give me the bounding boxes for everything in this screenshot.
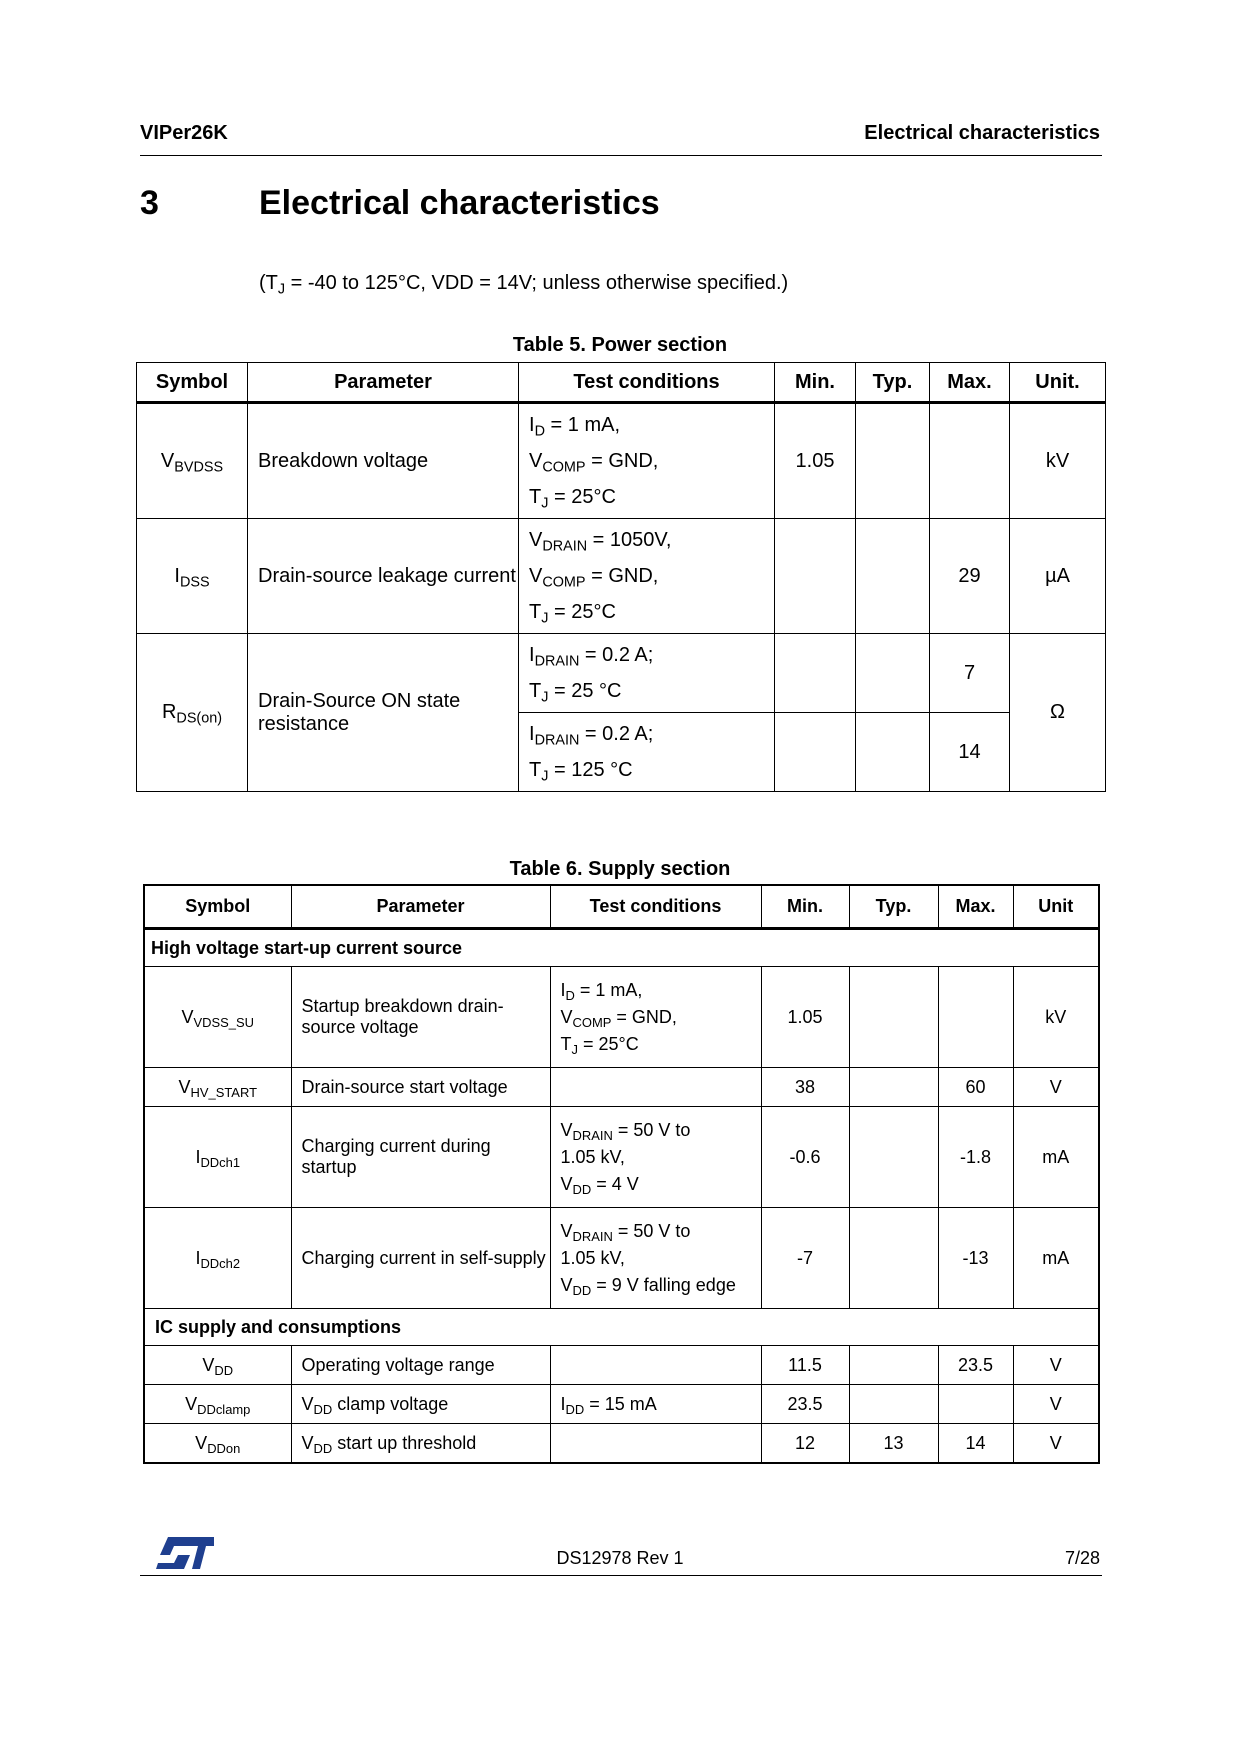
symbol-cell: $V_{DDon}$: [144, 1424, 291, 1464]
min-cell: 1.05: [775, 403, 856, 519]
section-title: Electrical characteristics: [259, 184, 660, 222]
symbol-cell: $V_{BVDSS}$: [137, 403, 248, 519]
min-cell: [775, 519, 856, 634]
max-cell: 60: [938, 1068, 1013, 1107]
parameter-cell: $V_{DD}$ start up threshold: [291, 1424, 550, 1464]
table-row: [144, 1346, 1099, 1385]
table-row: [144, 1068, 1099, 1107]
conditions-cell: [550, 1068, 761, 1107]
section-number: 3: [140, 184, 159, 222]
footer-document-id: DS12978 Rev 1: [556, 1548, 684, 1568]
footer-divider: [140, 1575, 1102, 1576]
table-row: [144, 1424, 1099, 1464]
symbol-cell: $I_{DSS}$: [137, 519, 248, 634]
header-cell: Unit: [1013, 885, 1099, 929]
typ-cell: [856, 634, 930, 713]
min-cell: -0.6: [761, 1107, 849, 1208]
min-cell: 23.5: [761, 1385, 849, 1424]
unit-cell: kV: [1013, 967, 1099, 1068]
parameter-cell: Startup breakdown drain-source voltage: [291, 967, 550, 1068]
header-cell: Max.: [938, 885, 1013, 929]
unit-cell: V: [1013, 1346, 1099, 1385]
max-cell: [930, 403, 1010, 519]
table-row: [137, 634, 1106, 713]
conditions-cell: $V_{DRAIN} = 50$ V to 1.05 kV, $V_{DD} = 4$ V: [550, 1107, 761, 1208]
group-row: [144, 1309, 1099, 1346]
symbol-cell: $V_{HV\_START}$: [144, 1068, 291, 1107]
header-cell: Min.: [761, 885, 849, 929]
parameter-cell: Drain-source leakage current: [248, 519, 519, 634]
group-heading: IC supply and consumptions: [144, 1309, 1099, 1346]
symbol-cell: $V_{DDclamp}$: [144, 1385, 291, 1424]
typ-cell: [849, 1385, 938, 1424]
parameter-cell: $V_{DD}$ clamp voltage: [291, 1385, 550, 1424]
header-cell: Parameter: [291, 885, 550, 929]
unit-cell: µA: [1010, 519, 1106, 634]
unit-cell: mA: [1013, 1107, 1099, 1208]
table-row: [144, 1208, 1099, 1309]
conditions-cell: $I_{DRAIN} = 0.2$ A; $T_J = 125$ °C: [519, 713, 775, 792]
supply-section-table: [143, 884, 1100, 1464]
table-row: [144, 1107, 1099, 1208]
header-cell: Unit.: [1010, 363, 1106, 403]
conditions-cell: [550, 1346, 761, 1385]
symbol-cell: $R_{DS(on)}$: [137, 634, 248, 792]
table6-caption: Table 6. Supply section: [509, 858, 731, 880]
unit-cell: V: [1013, 1424, 1099, 1464]
conditions-cell: $V_{DRAIN} = 50$ V to 1.05 kV, $V_{DD} = 9$ V falling edge: [550, 1208, 761, 1309]
table-row: [137, 403, 1106, 519]
group-row: [144, 929, 1099, 967]
parameter-cell: Operating voltage range: [291, 1346, 550, 1385]
conditions-note: ($T_J = -40$ to 125°C, VDD = 14V; unless otherwise specified.): [259, 272, 789, 298]
min-cell: [775, 634, 856, 713]
table-header-row: [144, 885, 1099, 929]
min-cell: 38: [761, 1068, 849, 1107]
table-header-row: [137, 363, 1106, 403]
power-section-table: [136, 362, 1106, 792]
header-section: Electrical characteristics: [864, 122, 1100, 144]
unit-cell: mA: [1013, 1208, 1099, 1309]
max-cell: -1.8: [938, 1107, 1013, 1208]
typ-cell: [849, 967, 938, 1068]
header-cell: Test conditions: [550, 885, 761, 929]
conditions-cell: $I_D = 1$ mA, $V_{COMP}$ = GND, $T_J = 25^\circ C$: [519, 403, 775, 519]
symbol-cell: $I_{DDch1}$: [144, 1107, 291, 1208]
conditions-cell: $I_{DD} = 15$ mA: [550, 1385, 761, 1424]
typ-cell: [849, 1107, 938, 1208]
header-product: VIPer26K: [140, 122, 228, 144]
header-cell: Symbol: [144, 885, 291, 929]
min-cell: -7: [761, 1208, 849, 1309]
header-cell: Test conditions: [519, 363, 775, 403]
header-cell: Symbol: [137, 363, 248, 403]
min-cell: [775, 713, 856, 792]
max-cell: -13: [938, 1208, 1013, 1309]
parameter-cell: Charging current in self-supply: [291, 1208, 550, 1309]
group-heading: High voltage start-up current source: [144, 929, 1099, 967]
symbol-cell: $I_{DDch2}$: [144, 1208, 291, 1309]
unit-cell: V: [1013, 1385, 1099, 1424]
footer-page-number: 7/28: [1064, 1548, 1100, 1568]
table5-caption: Table 5. Power section: [512, 334, 728, 356]
parameter-cell: Breakdown voltage: [248, 403, 519, 519]
unit-cell: V: [1013, 1068, 1099, 1107]
conditions-cell: [550, 1424, 761, 1464]
typ-cell: 13: [849, 1424, 938, 1464]
table-row: [144, 1385, 1099, 1424]
max-cell: 14: [930, 713, 1010, 792]
typ-cell: [849, 1068, 938, 1107]
header-cell: Min.: [775, 363, 856, 403]
typ-cell: [856, 519, 930, 634]
max-cell: 7: [930, 634, 1010, 713]
header-cell: Parameter: [248, 363, 519, 403]
header-cell: Max.: [930, 363, 1010, 403]
max-cell: 29: [930, 519, 1010, 634]
max-cell: 23.5: [938, 1346, 1013, 1385]
min-cell: 11.5: [761, 1346, 849, 1385]
conditions-cell: $I_{DRAIN} = 0.2$ A; $T_J = 25$ °C: [519, 634, 775, 713]
header-divider: [140, 155, 1102, 156]
header-cell: Typ.: [849, 885, 938, 929]
parameter-cell: Charging current during startup: [291, 1107, 550, 1208]
max-cell: [938, 967, 1013, 1068]
symbol-cell: $V_{DD}$: [144, 1346, 291, 1385]
table-row: [144, 967, 1099, 1068]
conditions-cell: $I_D = 1$ mA, $V_{COMP}$ = GND, $T_J = 25^\circ C$: [550, 967, 761, 1068]
table-row: [137, 519, 1106, 634]
max-cell: 14: [938, 1424, 1013, 1464]
unit-cell: kV: [1010, 403, 1106, 519]
conditions-cell: $V_{DRAIN} = 1050V$, $V_{COMP}$ = GND, $T_J = 25^\circ C$: [519, 519, 775, 634]
typ-cell: [856, 713, 930, 792]
min-cell: 1.05: [761, 967, 849, 1068]
typ-cell: [849, 1346, 938, 1385]
parameter-cell: Drain-source start voltage: [291, 1068, 550, 1107]
unit-cell: Ω: [1010, 634, 1106, 792]
typ-cell: [849, 1208, 938, 1309]
typ-cell: [856, 403, 930, 519]
min-cell: 12: [761, 1424, 849, 1464]
parameter-cell: Drain-Source ON state resistance: [248, 634, 519, 792]
max-cell: [938, 1385, 1013, 1424]
header-cell: Typ.: [856, 363, 930, 403]
symbol-cell: $V_{VDSS\_SU}$: [144, 967, 291, 1068]
